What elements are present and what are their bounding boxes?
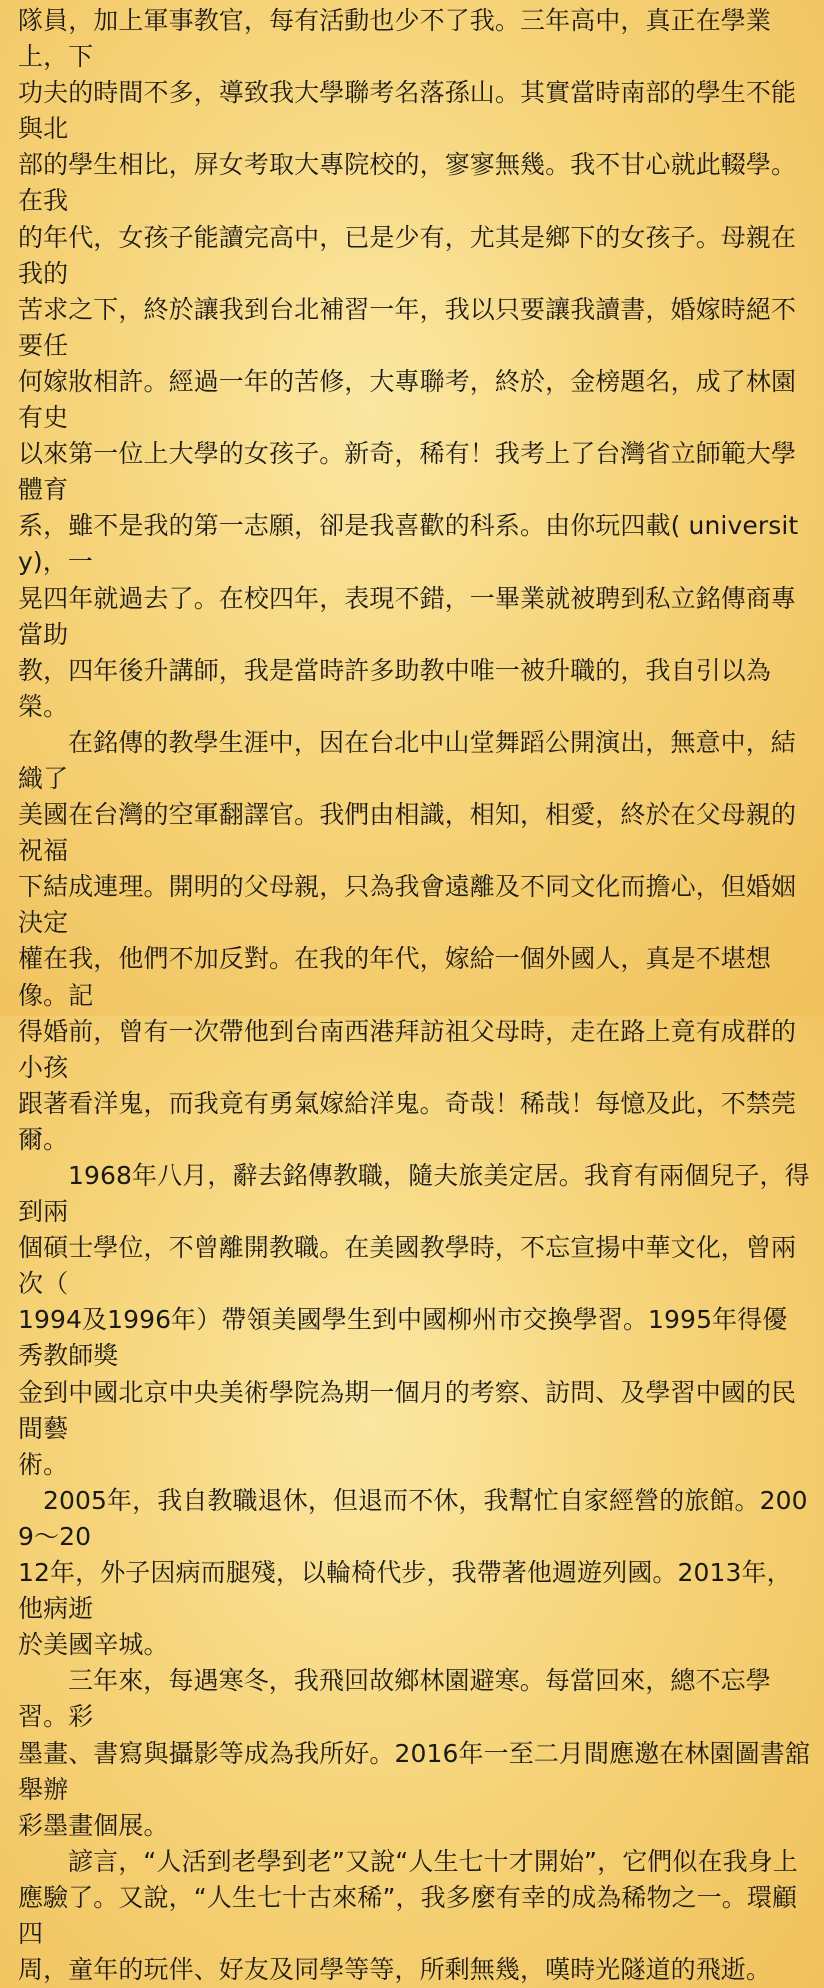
paragraph-school-years	[18, 0, 812, 725]
text-line: 隊員，加上軍事教官，每有活動也少不了我。三年高中，真正在學業上，下	[18, 6, 772, 72]
text-line: 以來第一位上大學的女孩子。新奇，稀有！我考上了台灣省立師範大學體育	[18, 439, 797, 505]
text-line: 功夫的時間不多，導致我大學聯考名落孫山。其實當時南部的學生不能與北	[18, 78, 797, 144]
text-line: 金到中國北京中央美術學院為期一個月的考察、訪問、及學習中國的民間藝	[18, 1377, 797, 1443]
text-line: 1994及1996年）帶領美國學生到中國柳州市交換學習。1995年得優秀教師獎	[18, 1305, 788, 1371]
text-line: 應驗了。又說，“人生七十古來稀”，我多麼有幸的成為稀物之一。環顧四	[18, 1882, 798, 1948]
text-line: 周，童年的玩伴、好友及同學等等，所剩無幾，嘆時光隧道的飛逝。	[18, 1955, 772, 1985]
text-line: 2005年，我自教職退休，但退而不休，我幫忙自家經營的旅館。2009～20	[18, 1485, 808, 1551]
paragraph-america	[18, 1158, 812, 1483]
text-line: 墨畫、書寫與攝影等成為我所好。2016年一至二月間應邀在林園圖書舘舉辦	[18, 1738, 810, 1804]
text-line: 部的學生相比，屏女考取大專院校的，寥寥無幾。我不甘心就此輟學。在我	[18, 150, 797, 216]
text-line: 在銘傳的教學生涯中，因在台北中山堂舞蹈公開演出，無意中，結織了	[18, 727, 796, 793]
text-line: 諺言，“人活到老學到老”又說“人生七十才開始”，它們似在我身上	[68, 1846, 798, 1876]
text-line: 得婚前，曾有一次帶他到台南西港拜訪祖父母時，走在路上竟有成群的小孩	[18, 1016, 797, 1082]
text-line: 何嫁妝相許。經過一年的苦修，大專聯考，終於，金榜題名，成了林園有史	[18, 366, 797, 433]
paragraph-proverbs	[18, 1844, 812, 1988]
text-line: 權在我，他們不加反對。在我的年代，嫁給一個外國人，真是不堪想像。記	[18, 944, 772, 1010]
text-line: 1968年八月，辭去銘傳教職，隨夫旅美定居。我育有兩個兒子，得到兩	[18, 1161, 810, 1227]
text-line: 美國在台灣的空軍翻譯官。我們由相識，相知，相愛，終於在父母親的祝福	[18, 800, 797, 866]
text-line: 12年，外子因病而腿殘，以輪椅代步，我帶著他週遊列國。2013年，他病逝	[18, 1558, 792, 1624]
text-line: 下結成連理。開明的父母親，只為我會遠離及不同文化而擔心，但婚姻決定	[18, 872, 797, 938]
text-line: 的年代，女孩子能讀完高中，已是少有，尤其是鄉下的女孩子。母親在我的	[18, 222, 797, 288]
text-line: 跟著看洋鬼，而我竟有勇氣嫁給洋鬼。奇哉！稀哉！每憶及此，不禁莞爾。	[18, 1088, 797, 1154]
text-line: 教，四年後升講師，我是當時許多助教中唯一被升職的，我自引以為榮。	[18, 655, 772, 721]
text-line: 個碩士學位，不曾離開教職。在美國教學時，不忘宣揚中華文化，曾兩次（	[18, 1233, 797, 1299]
text-line: 系，雖不是我的第一志願，卻是我喜歡的科系。由你玩四載( university)，一	[18, 511, 799, 577]
text-line: 彩墨畫個展。	[18, 1810, 169, 1840]
text-line: 晃四年就過去了。在校四年，表現不錯，一畢業就被聘到私立銘傳商專當助	[18, 583, 797, 649]
text-line: 於美國辛城。	[18, 1630, 169, 1660]
text-line: 苦求之下，終於讓我到台北補習一年，我以只要讓我讀書，婚嫁時絕不要任	[18, 294, 797, 360]
paragraph-retirement	[18, 1483, 812, 1663]
text-line: 術。	[18, 1449, 69, 1479]
text-line: 三年來，每遇寒冬，我飛回故鄉林園避寒。每當回來，總不忘學習。彩	[18, 1666, 771, 1732]
paragraph-marriage	[18, 725, 812, 1158]
paragraph-return-home	[18, 1663, 812, 1843]
